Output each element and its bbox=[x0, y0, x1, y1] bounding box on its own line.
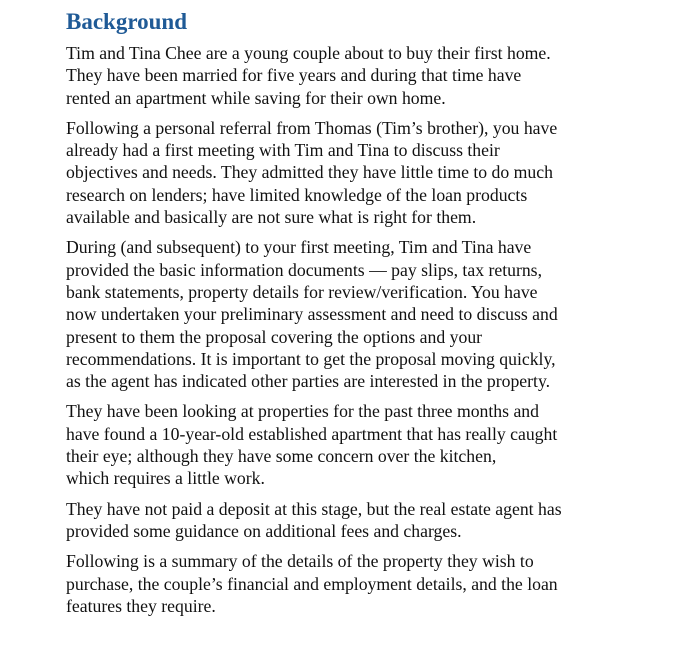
paragraph-referral bbox=[66, 117, 666, 228]
text-line: bank statements, property details for review/verification. You have bbox=[66, 281, 538, 302]
paragraph-intro bbox=[66, 42, 666, 109]
text-line: During (and subsequent) to your first meeting, Tim and Tina have bbox=[66, 237, 532, 258]
text-line: now undertaken your preliminary assessment and need to discuss and bbox=[66, 304, 558, 325]
paragraph-summary bbox=[66, 550, 666, 617]
paragraph-deposit bbox=[66, 498, 666, 543]
text-line: provided the basic information documents — pay slips, tax returns, bbox=[66, 259, 542, 280]
text-line: present to them the proposal covering the options and your bbox=[66, 326, 483, 347]
text-line: their eye; although they have some concern over the kitchen, bbox=[66, 446, 497, 467]
text-line: objectives and needs. They admitted they have little time to do much bbox=[66, 162, 553, 183]
text-line: as the agent has indicated other parties are interested in the property. bbox=[66, 371, 551, 392]
document-page bbox=[66, 8, 666, 625]
text-line: They have been looking at properties for the past three months and bbox=[66, 401, 539, 422]
text-line: purchase, the couple’s financial and employment details, and the loan bbox=[66, 573, 558, 594]
text-line: Following a personal referral from Thomas (Tim’s brother), you have bbox=[66, 117, 558, 138]
text-line: features they require. bbox=[66, 595, 216, 616]
text-line: They have been married for five years and during that time have bbox=[66, 65, 522, 86]
text-line: Following is a summary of the details of the property they wish to bbox=[66, 551, 534, 572]
text-line: have found a 10-year-old established apartment that has really caught bbox=[66, 423, 558, 444]
text-line: provided some guidance on additional fees and charges. bbox=[66, 520, 462, 541]
text-line: already had a first meeting with Tim and Tina to discuss their bbox=[66, 140, 500, 161]
text-line: available and basically are not sure what is right for them. bbox=[66, 207, 477, 228]
paragraph-property bbox=[66, 400, 666, 489]
text-line: recommendations. It is important to get the proposal moving quickly, bbox=[66, 348, 556, 369]
paragraph-documents bbox=[66, 236, 666, 392]
section-heading: Background bbox=[66, 9, 188, 34]
text-line: research on lenders; have limited knowledge of the loan products bbox=[66, 184, 528, 205]
text-line: They have not paid a deposit at this stage, but the real estate agent has bbox=[66, 498, 562, 519]
text-line: rented an apartment while saving for their own home. bbox=[66, 87, 446, 108]
text-line: Tim and Tina Chee are a young couple about to buy their first home. bbox=[66, 43, 551, 63]
text-line: which requires a little work. bbox=[66, 468, 265, 489]
